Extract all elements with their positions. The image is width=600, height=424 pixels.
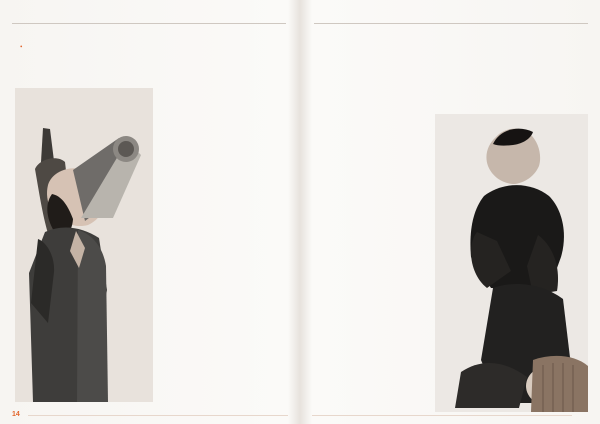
article-body-right-bottom <box>320 178 430 396</box>
left-footer-line <box>28 415 288 416</box>
title-separator-mark: • <box>20 43 23 51</box>
article-photo-megaphone <box>15 88 153 402</box>
article-photo-seated-man <box>435 114 588 412</box>
article-body-right-column <box>456 19 582 75</box>
left-page-number: 14 <box>12 411 20 418</box>
article-body-left <box>155 37 283 394</box>
right-footer-line <box>312 415 572 416</box>
left-page-header <box>12 7 286 24</box>
article-body-right-top <box>320 58 430 175</box>
left-page <box>0 0 298 424</box>
right-page <box>302 0 600 424</box>
photo-caption-right <box>514 97 572 107</box>
